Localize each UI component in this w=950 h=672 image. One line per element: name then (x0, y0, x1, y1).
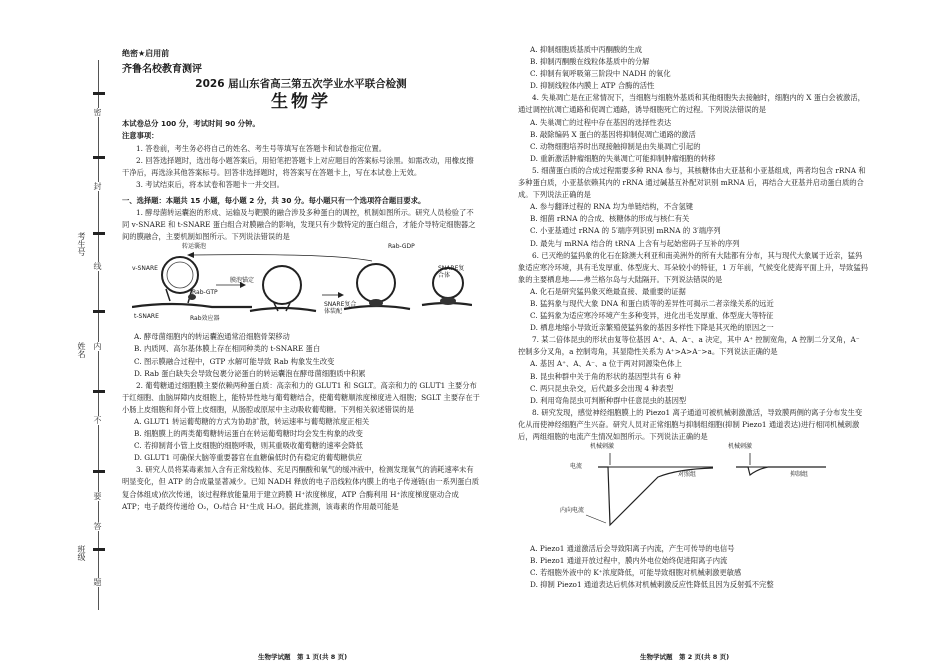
seal-char: 封 (93, 182, 102, 191)
label-mech-stim-2: 机械刺激 (728, 443, 753, 451)
label-student-number: 考生号 (77, 232, 86, 256)
question-1-stem: 1. 酵母菌转运囊泡的形成、运输及与靶膜的融合涉及多种蛋白的调控，机制如图所示。研究人员检验了不同 v-SNARE 和 t-SNARE 蛋白组合对膜融合的影响，发现只有少数特定的蛋白组合，才能介导特定细胞器之间的膜融合，主要机制如图所示。下列说法错误的是 (122, 208, 476, 242)
label-inhibit-group: 抑制组 (790, 471, 809, 479)
q7-option-d: D. 利用弯角昆虫可判断种群中任意昆虫的基因型 (530, 395, 687, 405)
q7-option-b: B. 昆虫种群中关于角的形状的基因型共有 6 种 (530, 371, 681, 381)
binding-mark (93, 470, 105, 473)
q2-option-d: D. GLUT1 可确保大脑等重要器官在血糖偏低时仍有稳定的葡萄糖供应 (134, 453, 363, 463)
label-v-snare: v-SNARE (132, 265, 158, 273)
question-3-stem: 3. 研究人员将某毒素加入含有正常线粒体、充足丙酮酸和氧气的缓冲液中，检测发现氧气的消耗速率未有明显变化，但 ATP 的合成量显著减少。已知 NADH 释放的电子沿线粒体内膜上的电子传递链(由一系列蛋白质复合体组成)依次传递，该过程释放能量用于建立跨膜 H⁺浓度梯度，ATP 合酶利用 H⁺浓度梯度驱动合成 ATP；电子最终传递给 O₂，O₂结合 H⁺生成 H₂O。据此推测，该毒素的作用最可能是 (122, 465, 480, 511)
q3-option-b: B. 抑制丙酮酸在线粒体基质中的分解 (530, 57, 650, 67)
label-rab-gtp: Rab-GTP (192, 289, 218, 297)
q1-option-a: A. 酵母菌细胞内的转运囊泡通常沿细胞骨架移动 (134, 332, 290, 342)
vesicle-diagram-svg (132, 245, 472, 327)
page-footer-left: 生物学试题 第 1 页(共 8 页) (258, 653, 348, 661)
binding-mark (93, 156, 105, 159)
label-snare-assembly: SNARE复合体装配 (324, 301, 357, 316)
question-4-stem: 4. 失巢凋亡是在正常情况下，当细胞与细胞外基质和其他细胞失去接触时，细胞内的 X 蛋白会被激活，通过调控抗凋亡通路和促凋亡通路，诱导细胞死亡的过程。下列说法错误的是 (518, 93, 865, 115)
q5-option-c: C. 小亚基通过 rRNA 的 5′端序列识别 mRNA 的 3′端序列 (530, 226, 721, 236)
label-inward-current: 内向电流 (560, 507, 585, 515)
q8-option-c: C. 若细胞外液中的 K⁺浓度降低，可能导致细胞对机械刺激更敏感 (530, 568, 742, 578)
q1-option-b: B. 内质网、高尔基体膜上存在相同种类的 t-SNARE 蛋白 (134, 344, 321, 354)
label-current: 电流 (570, 463, 583, 471)
secret-mark: 绝密★启用前 (122, 49, 170, 58)
q8-option-a: A. Piezo1 通道激活后会导致阳离子内流，产生可传导的电信号 (530, 544, 735, 554)
vesicle-fusion-diagram (132, 245, 480, 327)
question-6-stem: 6. 已灭绝的猛犸象的化石在除澳大利亚和南美洲外的所有大陆都有分布，其与现代大象属于近亲，猛犸象适应寒冷环境，具有毛发厚重、体型庞大、耳朵较小的特征，1 万年前，气候变化使海平面上升，导致猛犸象的主要栖息地——弗兰格尔岛与大陆隔开。下列说法错误的是 (518, 250, 868, 284)
page-left (122, 38, 480, 513)
question-8-stem: 8. 研究发现，感觉神经细胞膜上的 Piezo1 离子通道可被机械刺激激活，导致膜两侧的离子分布发生变化从而使神经细胞产生兴奋。研究人员对正常细胞与抑制组细胞(抑制 Piezo1 通道表达)进行相同机械刺激后，两组细胞的电流产生情况如图所示。下列说法正确的是 (518, 407, 863, 441)
page-right (518, 44, 868, 591)
seal-char: 线 (93, 262, 102, 271)
q2-option-a: A. GLUT1 转运葡萄糖的方式为协助扩散，转运速率与葡萄糖浓度正相关 (134, 416, 370, 426)
q6-option-c: C. 猛犸象为适应寒冷环境产生多种变异，进化出毛发厚重、体型庞大等特征 (530, 311, 774, 321)
binding-mark (93, 310, 105, 313)
score-info: 本试卷总分 100 分，考试时间 90 分钟。 (122, 119, 260, 129)
q4-option-a: A. 失巢凋亡的过程中存在基因的选择性表达 (530, 117, 672, 127)
binding-mark (93, 548, 105, 551)
current-trace-svg (568, 447, 828, 539)
seal-char: 题 (93, 578, 102, 587)
q8-option-d: D. 抑制 Piezo1 通道表达后机体对机械刺激反应性降低且因为反射弧不完整 (530, 580, 774, 590)
notice-item: 1. 答卷前，考生务必将自己的姓名、考生号等填写在答题卡和试卷指定位置。 (136, 143, 387, 153)
label-rab-gdp: Rab-GDP (388, 243, 415, 251)
q4-option-c: C. 动物细胞培养时出现接触抑制是由失巢凋亡引起的 (530, 141, 701, 151)
seal-char: 要 (93, 492, 102, 501)
q2-option-b: B. 细胞膜上的两类葡萄糖转运蛋白在转运葡萄糖时均会发生构象的改变 (134, 429, 363, 439)
q3-option-a: A. 抑制细胞质基质中丙酮酸的生成 (530, 45, 643, 54)
exam-title: 2026 届山东省高三第五次学业水平联合检测 (195, 78, 407, 91)
seal-char: 答 (93, 522, 102, 531)
label-mech-stim-1: 机械刺激 (590, 443, 615, 451)
question-7-stem: 7. 某二倍体昆虫的形状由复等位基因 A⁺、A、A⁻、a 决定，其中 A⁺ 控制宽角，A 控制二分叉角，A⁻ 控制多分叉角，a 控制弯角，其显隐性关系为 A⁺>A>A⁻>a。下列说法正确的是 (518, 335, 860, 357)
q3-option-d: D. 抑制线粒体内膜上 ATP 合酶的活性 (530, 81, 655, 91)
q1-option-d: D. Rab 蛋白缺失会导致包裹分泌蛋白的转运囊泡在酵母菌细胞质中积累 (134, 368, 366, 378)
org-name: 齐鲁名校教育测评 (122, 64, 202, 76)
q2-option-c: C. 若抑制肾小管上皮细胞的细胞呼吸，则其重吸收葡萄糖的速率会降低 (134, 441, 363, 451)
q7-option-a: A. 基因 A⁺、A、A⁻、a 位于两对同源染色体上 (530, 359, 682, 369)
label-control-group: 对照组 (678, 471, 697, 479)
seal-char: 内 (93, 342, 102, 351)
section-title: 一、选择题：本题共 15 小题，每小题 2 分，共 30 分。每小题只有一个选项符合题目要求。 (122, 195, 426, 205)
label-vesicle: 转运囊泡 (182, 243, 207, 251)
label-name: 姓名 (77, 342, 86, 358)
q8-option-b: B. Piezo1 通道开放过程中，膜内外电位始终促进阳离子内流 (530, 556, 728, 566)
notice-item: 3. 考试结束后，将本试卷和答题卡一并交回。 (136, 179, 284, 189)
q4-option-d: D. 重新激活肿瘤细胞的失巢凋亡可能抑制肿瘤细胞的转移 (530, 153, 716, 163)
binding-mark (93, 390, 105, 393)
q5-option-a: A. 参与翻译过程的 RNA 均为单链结构，不含氢键 (530, 202, 694, 212)
subject-title: 生物学 (271, 92, 331, 113)
current-trace-diagram (560, 443, 868, 539)
q6-option-d: D. 栖息地缩小导致近亲繁殖使猛犸象的基因多样性下降是其灭绝的原因之一 (530, 323, 774, 333)
label-t-snare: t-SNARE (134, 313, 159, 321)
label-docking: 膜泡锚定 (230, 277, 255, 285)
q4-option-b: B. 敲除编码 X 蛋白的基因将抑制促凋亡通路的激活 (530, 129, 696, 139)
question-2-stem: 2. 葡萄糖通过细胞膜主要依赖两种蛋白质：高亲和力的 GLUT1 和 SGLT。高亲和力的 GLUT1 主要分布于红细胞、血脑屏障内皮细胞上，能特异性地与葡萄糖结合，使葡萄糖顺浓度梯度进入细胞；SGLT 主要存在于小肠上皮细胞和肾小管上皮细胞，从肠腔或原尿中主动吸收葡萄糖。下列相关叙述错误的是 (122, 380, 480, 414)
binding-mark (93, 92, 105, 95)
seal-char: 密 (93, 108, 102, 117)
question-5-stem: 5. 细菌蛋白质的合成过程需要多种 RNA 参与，其核糖体由大亚基和小亚基组成，两者均包含 rRNA 和多种蛋白质，小亚基依赖其内的 rRNA 通过碱基互补配对识别 mRNA 后，再结合大亚基并启动蛋白质的合成。下列说法正确的是 (518, 165, 866, 200)
notice-item: 2. 回答选择题时，选出每小题答案后，用铅笔把答题卡上对应题目的答案标号涂黑。如需改动，用橡皮擦干净后，再选涂其他答案标号。回答非选择题时，将答案写在答题卡上，写在本试卷上无效。 (122, 155, 474, 177)
page-footer-right: 生物学试题 第 2 页(共 8 页) (640, 653, 730, 661)
binding-mark (93, 232, 105, 235)
q7-option-c: C. 两只昆虫杂交，后代最多会出现 4 种表型 (530, 383, 674, 393)
label-class: 班级 (77, 545, 86, 561)
seal-char: 不 (93, 416, 102, 425)
q6-option-b: B. 猛犸象与现代大象 DNA 和蛋白质等的差异性可揭示二者亲缘关系的远近 (530, 298, 774, 308)
binding-margin (88, 60, 110, 610)
q6-option-a: A. 化石是研究猛犸象灭绝最直接、最重要的证据 (530, 286, 686, 296)
label-rab-effector: Rab效应器 (190, 315, 220, 323)
notice-title: 注意事项： (122, 131, 159, 141)
q5-option-b: B. 细菌 rRNA 的合成、核糖体的形成与核仁有关 (530, 214, 690, 224)
q1-option-c: C. 图示膜融合过程中，GTP 水解可能导致 Rab 构象发生改变 (134, 356, 335, 366)
label-snare-complex: SNARE复合体 (438, 265, 465, 280)
q3-option-c: C. 抑制有氧呼吸第三阶段中 NADH 的氧化 (530, 69, 671, 79)
q5-option-d: D. 最先与 mRNA 结合的 tRNA 上含有与起始密码子互补的序列 (530, 238, 740, 248)
